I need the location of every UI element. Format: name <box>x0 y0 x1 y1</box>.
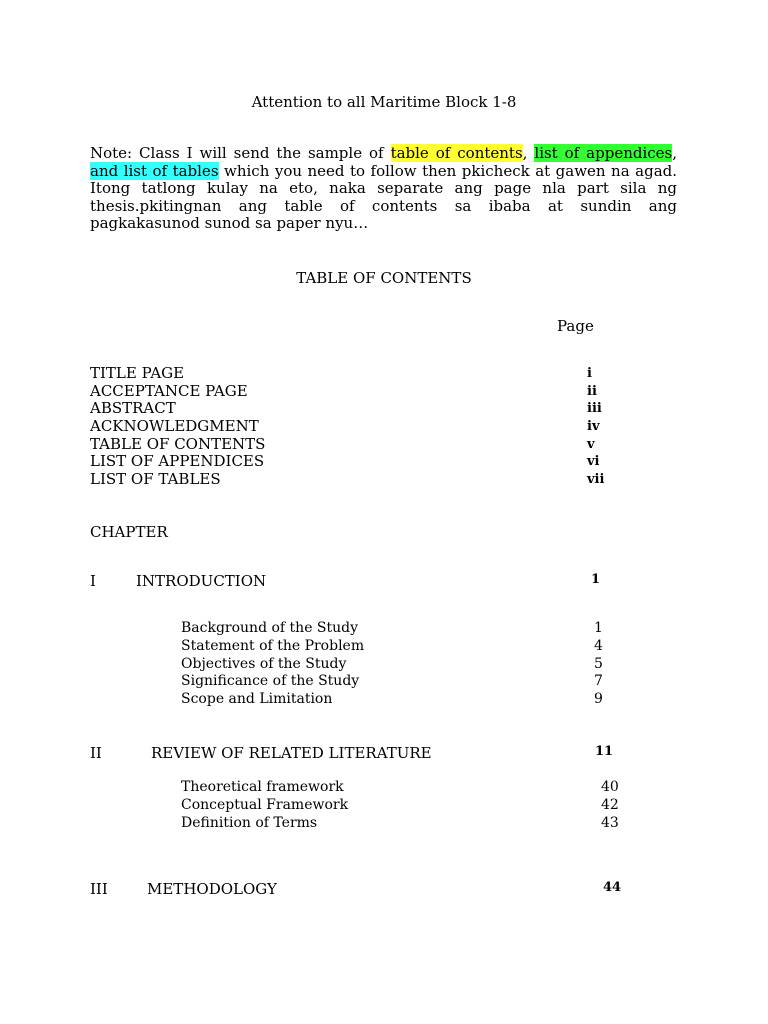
toc-entry-page: iii <box>587 401 602 417</box>
section-entry <box>181 815 631 833</box>
section-label: Scope and Limitation <box>181 691 333 708</box>
toc-entry-label: LIST OF APPENDICES <box>90 452 265 471</box>
section-page: 40 <box>601 779 619 795</box>
toc-entry-page: v <box>587 436 595 452</box>
toc-entry <box>90 453 620 471</box>
toc-entry-page: ii <box>587 383 597 399</box>
section-entry <box>181 797 631 815</box>
section-label: Significance of the Study <box>181 673 360 690</box>
highlight-table-of-contents: table of contents <box>390 144 523 162</box>
section-page: 43 <box>601 814 619 831</box>
toc-entry-page: vi <box>587 454 600 470</box>
section-entry <box>181 673 631 691</box>
toc-entry-label: TABLE OF CONTENTS <box>90 434 266 453</box>
note-paragraph <box>90 145 677 233</box>
chapter-number: I <box>90 572 96 590</box>
chapter-label: CHAPTER <box>90 523 168 541</box>
toc-entry-page: i <box>587 366 592 381</box>
toc-entry <box>90 383 620 401</box>
front-matter-list <box>90 365 620 489</box>
chapter-title: METHODOLOGY <box>147 880 277 898</box>
section-label: Conceptual Framework <box>181 796 349 813</box>
toc-entry-label: ACKNOWLEDGMENT <box>90 417 259 436</box>
section-label: Theoretical framework <box>181 779 344 795</box>
note-sep-1: , <box>522 144 535 162</box>
page-column-heading: Page <box>557 317 594 335</box>
highlight-list-of-tables: and list of tables <box>90 161 219 180</box>
toc-entry-label: LIST OF TABLES <box>90 470 221 489</box>
chapter-page: 44 <box>603 880 622 895</box>
toc-entry <box>90 400 620 418</box>
document-title: Attention to all Maritime Block 1-8 <box>251 93 517 111</box>
toc-entry-page: iv <box>587 419 600 435</box>
section-entry <box>181 638 631 656</box>
section-label: Statement of the Problem <box>181 637 365 654</box>
section-label: Background of the Study <box>181 620 359 636</box>
toc-heading: TABLE OF CONTENTS <box>296 269 472 287</box>
section-page: 1 <box>594 620 603 636</box>
chapter-page: 1 <box>591 572 601 587</box>
toc-entry-page: vii <box>587 472 605 488</box>
section-label: Objectives of the Study <box>181 655 347 672</box>
chapter-title: INTRODUCTION <box>136 572 267 590</box>
section-page: 9 <box>594 691 603 708</box>
toc-entry-label: ABSTRACT <box>90 399 176 418</box>
toc-entry <box>90 436 620 454</box>
note-sep-2: , <box>672 144 678 162</box>
chapter-number: II <box>90 744 102 762</box>
toc-entry <box>90 365 620 383</box>
note-lead: Note: Class I will send the sample of <box>90 144 391 162</box>
section-entry <box>181 656 631 674</box>
chapter-title: REVIEW OF RELATED LITERATURE <box>151 744 432 762</box>
section-list <box>181 620 631 709</box>
toc-entry <box>90 471 620 489</box>
note-rest: which you need to follow then pkicheck at gawen na agad. Itong tatlong kulay na eto, naka separate ang page nla part sila ng thesis.pkitingnan ang table of contents sa ibaba at sundin ang pagkakasunod sunod sa paper nyu… <box>90 161 678 232</box>
section-entry <box>181 620 631 638</box>
section-list <box>181 779 631 832</box>
highlight-list-of-appendices: list of appendices <box>534 144 673 162</box>
section-page: 42 <box>601 796 619 813</box>
chapter-page: 11 <box>595 744 614 759</box>
section-entry <box>181 779 631 797</box>
toc-entry <box>90 418 620 436</box>
section-label: Definition of Terms <box>181 814 318 831</box>
toc-entry-label: ACCEPTANCE PAGE <box>90 381 248 400</box>
section-page: 4 <box>594 637 603 654</box>
section-page: 7 <box>594 673 603 690</box>
chapter-number: III <box>90 880 108 898</box>
toc-entry-label: TITLE PAGE <box>90 364 185 382</box>
section-page: 5 <box>594 655 603 672</box>
section-entry <box>181 691 631 709</box>
